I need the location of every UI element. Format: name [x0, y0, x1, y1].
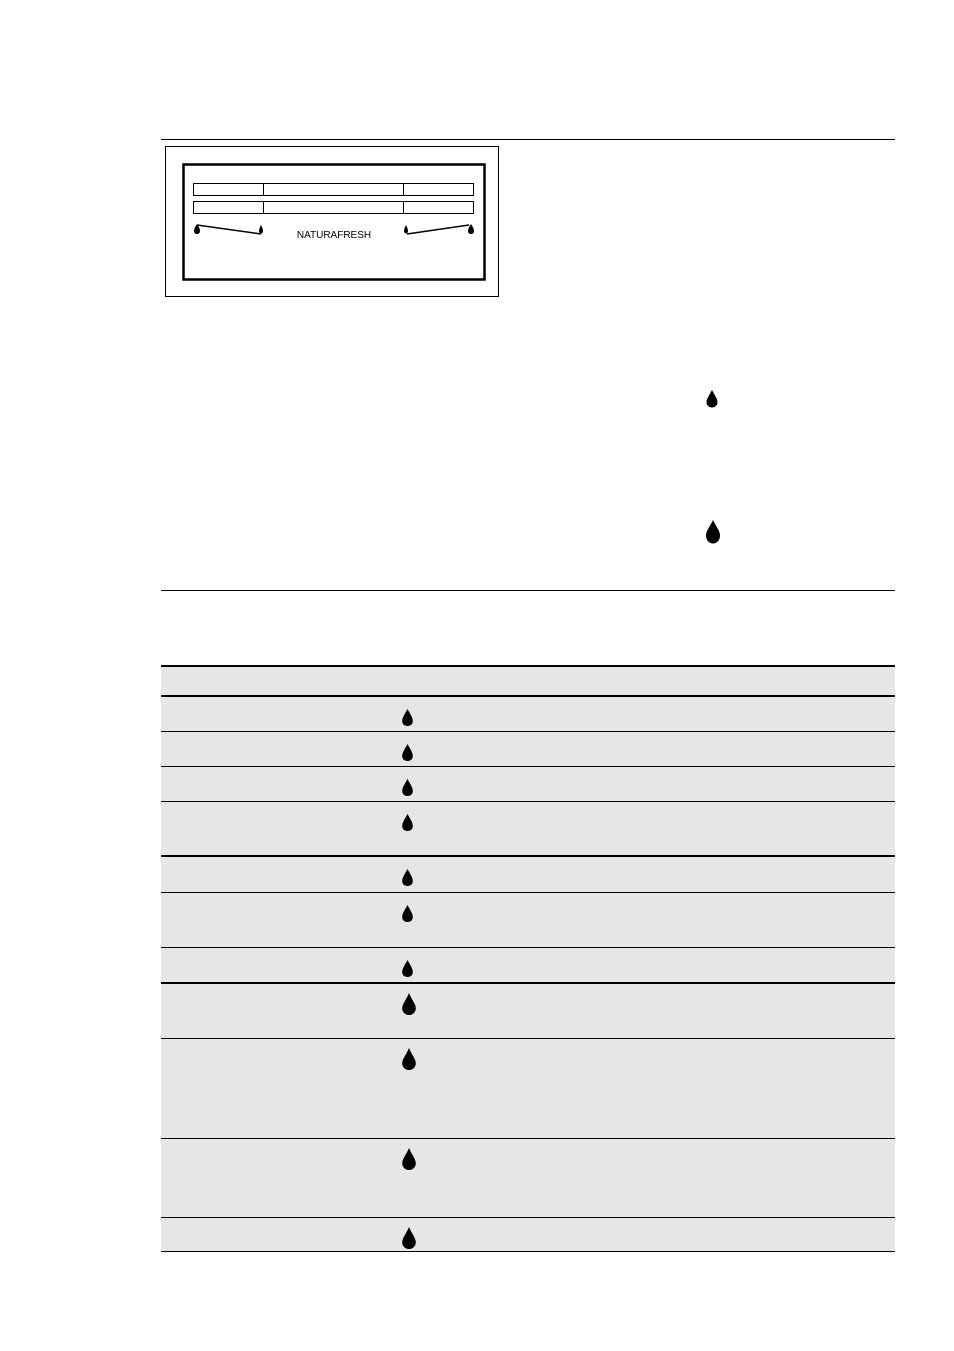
low-humidity-drop-icon [401, 708, 414, 727]
right-humidity-scale [404, 224, 474, 234]
table-row [161, 1039, 895, 1139]
table-row [161, 984, 895, 1039]
low-humidity-drop-icon [401, 743, 414, 762]
high-humidity-drop-icon [401, 1226, 417, 1250]
table-row [161, 893, 895, 948]
table-body [161, 697, 895, 1252]
table-row [161, 767, 895, 802]
control-panel-drawing [166, 147, 500, 298]
high-humidity-drop-icon [401, 1047, 417, 1071]
low-humidity-drop-icon [705, 389, 719, 409]
left-humidity-scale [194, 224, 263, 234]
low-humidity-drop-icon [401, 813, 414, 832]
panel-label: NATURAFRESH [296, 230, 372, 241]
low-humidity-drop-icon [401, 959, 414, 978]
table-row [161, 732, 895, 767]
low-humidity-drop-icon [401, 778, 414, 797]
section-rule [161, 590, 895, 591]
table-row [161, 948, 895, 984]
humidity-table [161, 665, 895, 1252]
high-humidity-drop-icon [401, 992, 417, 1016]
table-row [161, 1139, 895, 1218]
low-humidity-drop-icon [401, 868, 414, 887]
table-header [161, 665, 895, 697]
table-row [161, 1218, 895, 1252]
table-row [161, 802, 895, 857]
top-rule [161, 139, 895, 140]
high-humidity-drop-icon [401, 1147, 417, 1171]
control-panel-figure [165, 146, 499, 297]
table-row [161, 857, 895, 893]
table-row [161, 697, 895, 732]
high-humidity-drop-icon [704, 519, 722, 545]
low-humidity-drop-icon [401, 904, 414, 923]
